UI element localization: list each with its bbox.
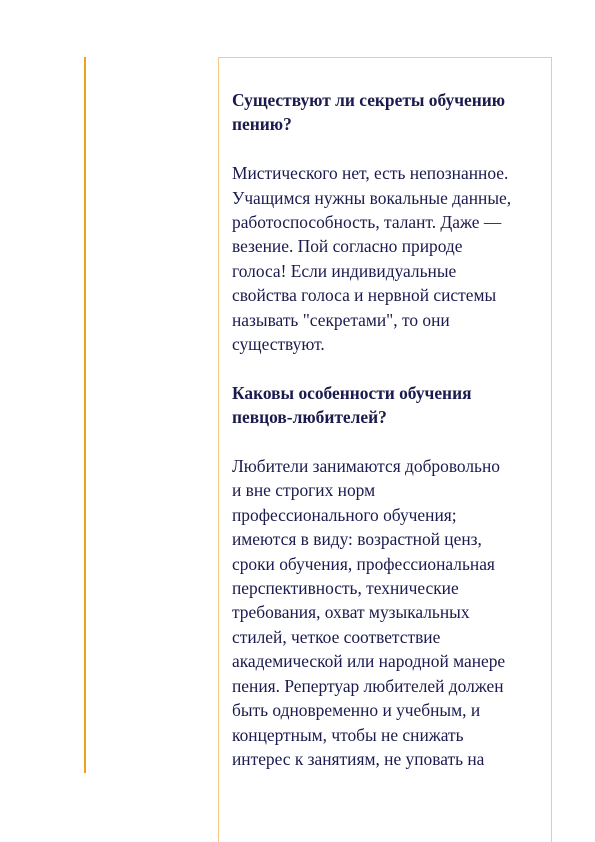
paragraph-gap <box>232 356 550 380</box>
text-line: быть одновременно и учебным, и <box>232 700 481 721</box>
answer-paragraph-1 <box>232 161 550 356</box>
text-line: профессионального обучения; <box>232 504 457 525</box>
text-line: академической или народной манере <box>232 651 506 672</box>
paragraph-gap <box>232 430 550 454</box>
text-line: существуют. <box>232 334 325 355</box>
text-line: сроки обучения, профессиональная <box>232 553 495 574</box>
text-line: перспективность, технические <box>232 578 459 599</box>
text-line: Любители занимаются добровольно <box>232 456 500 477</box>
question-heading-2 <box>232 381 550 430</box>
text-line: пения. Репертуар любителей должен <box>232 675 504 696</box>
text-line: Мистического нет, есть непознанное. <box>232 163 509 184</box>
text-line: пению? <box>232 114 292 135</box>
text-line: Каковы особенности обучения <box>232 382 472 403</box>
text-line: имеются в виду: возрастной ценз, <box>232 529 482 550</box>
paragraph-gap <box>232 137 550 161</box>
text-line: стилей, четкое соответствие <box>232 626 441 647</box>
text-line: голоса! Если индивидуальные <box>232 260 457 281</box>
text-line: интерес к занятиям, не уповать на <box>232 748 485 769</box>
text-line: и вне строгих норм <box>232 480 376 501</box>
text-line: Существуют ли секреты обучению <box>232 90 506 110</box>
left-margin-rule <box>84 57 86 773</box>
question-heading-1 <box>232 88 550 137</box>
text-line: певцов-любителей? <box>232 407 387 428</box>
text-line: Учащимся нужны вокальные данные, <box>232 187 512 208</box>
answer-paragraph-2 <box>232 454 550 771</box>
text-line: концертным, чтобы не снижать <box>232 724 464 745</box>
text-line: свойства голоса и нервной системы <box>232 285 497 306</box>
text-line: везение. Пой согласно природе <box>232 236 463 257</box>
text-line: требования, охват музыкальных <box>232 602 470 623</box>
text-line: называть "секретами", то они <box>232 309 450 330</box>
article-column <box>232 88 550 771</box>
text-line: работоспособность, талант. Даже — <box>232 212 502 233</box>
